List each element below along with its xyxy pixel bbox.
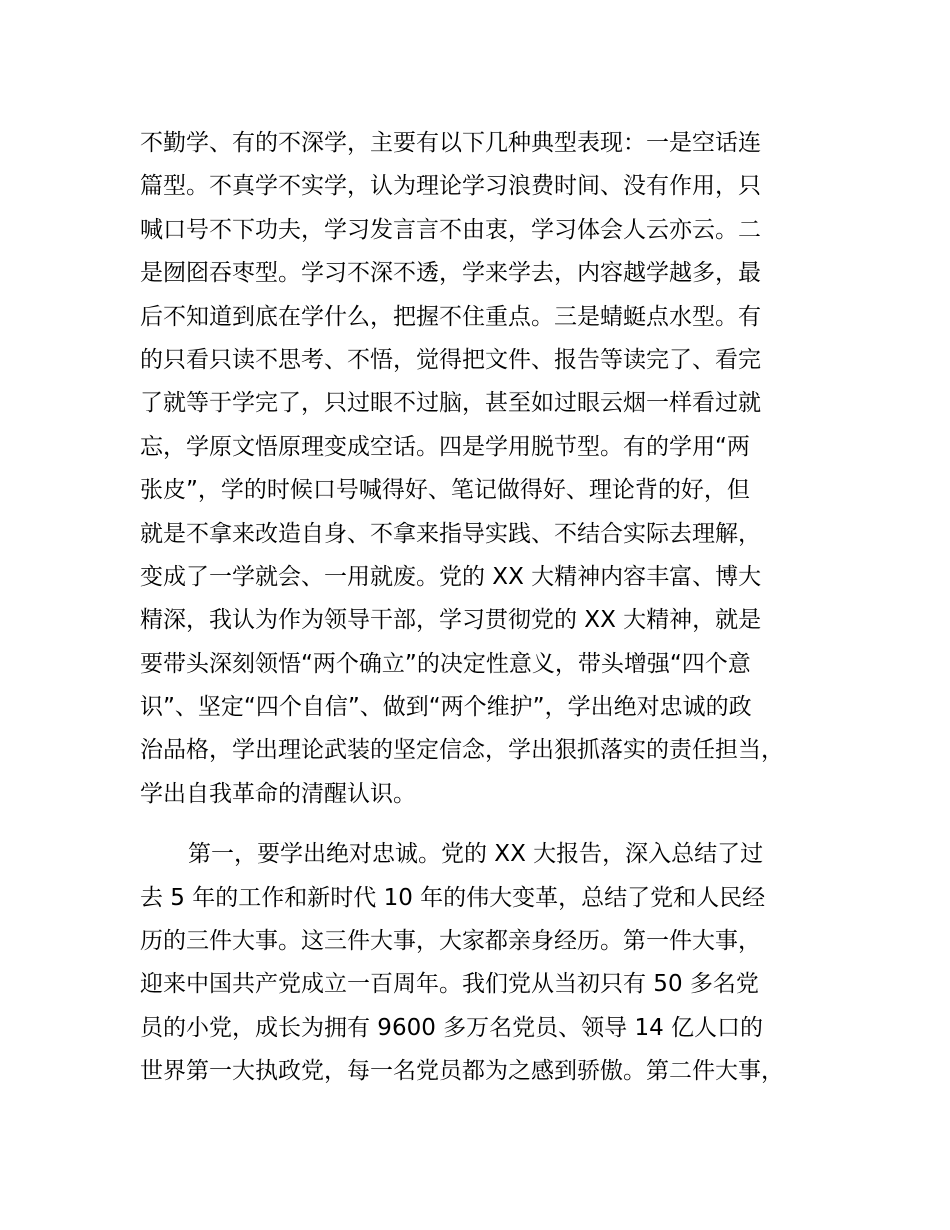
- text-line: 历的三件大事。这三件大事，大家都亲身经历。第一件大事，: [140, 928, 761, 955]
- text-line: 世界第一大执政党，每一名党员都为之感到骄傲。第二件大事，: [140, 1058, 784, 1085]
- paragraph-2: [140, 833, 840, 1093]
- text-line: 喊口号不下功夫，学习发言言不由衷，学习体会人云亦云。二: [140, 216, 761, 243]
- text-line: 员的小党，成长为拥有 9600 多万名党员、领导 14 亿人口的: [140, 1014, 764, 1041]
- text-line: 要带头深刻领悟“两个确立”的决定性意义，带头增强“四个意: [140, 650, 751, 677]
- text-line: 去 5 年的工作和新时代 10 年的伟大变革，总结了党和人民经: [140, 884, 766, 911]
- text-line: 学出自我革命的清醒认识。: [140, 780, 416, 807]
- text-line: 了就等于学完了，只过眼不过脑，甚至如过眼云烟一样看过就: [140, 390, 761, 417]
- text-line: 篇型。不真学不实学，认为理论学习浪费时间、没有作用，只: [140, 173, 761, 200]
- text-line: 就是不拿来改造自身、不拿来指导实践、不结合实际去理解，: [140, 520, 761, 547]
- text-line: 迎来中国共产党成立一百周年。我们党从当初只有 50 多名党: [140, 971, 759, 998]
- paragraph-1: [140, 122, 840, 816]
- text-line: 的只看只读不思考、不悟，觉得把文件、报告等读完了、看完: [140, 346, 761, 373]
- text-line: 忘，学原文悟原理变成空话。四是学用脱节型。有的学用“两: [140, 433, 750, 460]
- text-line: 不勤学、有的不深学，主要有以下几种典型表现：一是空话连: [140, 130, 761, 156]
- text-line: 后不知道到底在学什么，把握不住重点。三是蜻蜓点水型。有: [140, 303, 761, 330]
- text-line: 第一，要学出绝对忠诚。党的 XX 大报告，深入总结了过: [188, 841, 764, 868]
- text-line: 识”、坚定“四个自信”、做到“两个维护”，学出绝对忠诚的政: [140, 694, 752, 721]
- text-line: 是囫囵吞枣型。学习不深不透，学来学去，内容越学越多，最: [140, 260, 761, 287]
- paragraph-gap: [140, 816, 840, 833]
- text-line: 变成了一学就会、一用就废。党的 XX 大精神内容丰富、博大: [140, 563, 762, 590]
- text-line: 治品格，学出理论武装的坚定信念，学出狠抓落实的责任担当，: [140, 737, 784, 764]
- text-line: 精深，我认为作为领导干部，学习贯彻党的 XX 大精神，就是: [140, 607, 762, 634]
- document-body: [140, 122, 840, 1094]
- text-line: 张皮”，学的时候口号喊得好、笔记做得好、理论背的好，但: [140, 477, 750, 504]
